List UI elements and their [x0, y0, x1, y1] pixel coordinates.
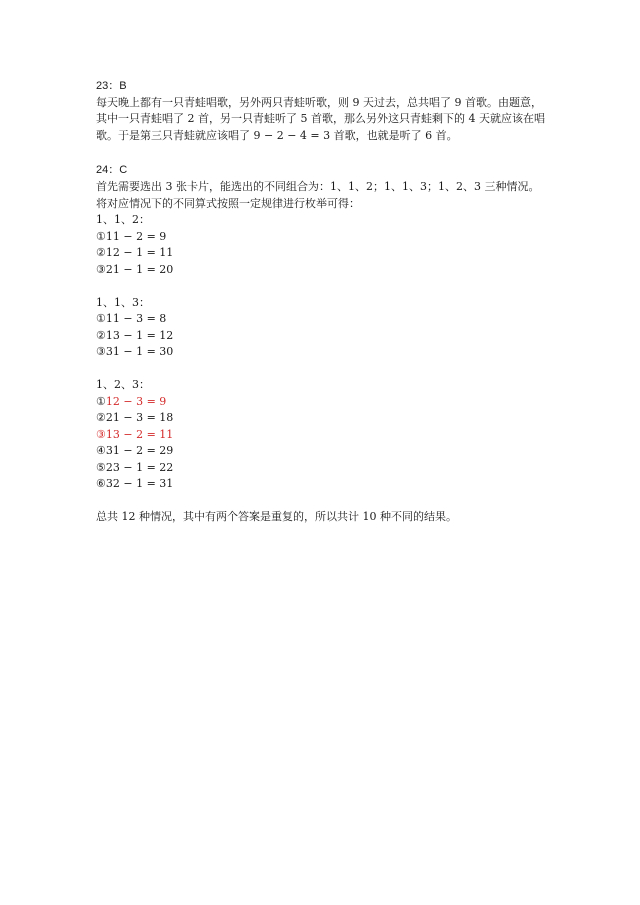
q24-intro-2: 将对应情况下的不同算式按照一定规律进行枚举可得： [96, 196, 360, 210]
highlighted-expression: 12 − 3 = 9 [105, 394, 167, 408]
highlighted-expression: 13 − 2 = 11 [105, 427, 174, 441]
q23-heading: 23：B [96, 80, 127, 92]
group-3-item [96, 410, 556, 427]
item-marker: ④ [96, 444, 106, 458]
q23-line-3: 歌。于是第三只青蛙就应该唱了 9 − 2 − 4 = 3 首歌，也就是听了 6 首。 [96, 128, 458, 142]
group-1-title: 1、1、2： [96, 213, 150, 227]
group-3-item [96, 460, 556, 477]
group-3-item [96, 427, 556, 444]
group-3-item [96, 443, 556, 460]
group-2-item: ②13 − 1 = 12 [96, 328, 174, 342]
expression: 32 − 1 = 31 [105, 477, 174, 491]
q24-intro-1: 首先需要选出 3 张卡片，能选出的不同组合为：1、1、2；1、1、3；1、2、3 三种情况。 [96, 179, 540, 193]
expression: 21 − 3 = 18 [105, 411, 174, 425]
group-3-title: 1、2、3： [96, 377, 150, 391]
group-3-item [96, 476, 556, 493]
item-marker: ⑥ [96, 477, 106, 491]
item-marker: ② [96, 411, 106, 425]
group-1-item: ③21 − 1 = 20 [96, 262, 174, 276]
q23-line-1: 每天晚上都有一只青蛙唱歌，另外两只青蛙听歌，则 9 天过去，总共唱了 9 首歌。由题意， [96, 95, 542, 109]
document-page [96, 78, 556, 526]
group-2-title: 1、1、3： [96, 295, 150, 309]
item-marker: ③ [96, 427, 106, 441]
item-marker: ① [96, 394, 106, 408]
group-2-item: ①11 − 3 = 8 [96, 312, 167, 326]
q23-line-2: 其中一只青蛙唱了 2 首，另一只青蛙听了 5 首歌，那么另外这只青蛙剩下的 4 天就应该在唱 [96, 112, 545, 126]
q24-heading: 24：C [96, 164, 128, 177]
conclusion: 总共 12 种情况，其中有两个答案是重复的，所以共计 10 种不同的结果。 [96, 510, 457, 524]
group-1-item: ①11 − 2 = 9 [96, 229, 167, 243]
expression: 23 − 1 = 22 [105, 460, 174, 474]
expression: 31 − 2 = 29 [105, 444, 174, 458]
group-3-item [96, 394, 556, 411]
group-2-item: ③31 − 1 = 30 [96, 345, 174, 359]
group-1-item: ②12 − 1 = 11 [96, 246, 174, 260]
item-marker: ⑤ [96, 460, 106, 474]
